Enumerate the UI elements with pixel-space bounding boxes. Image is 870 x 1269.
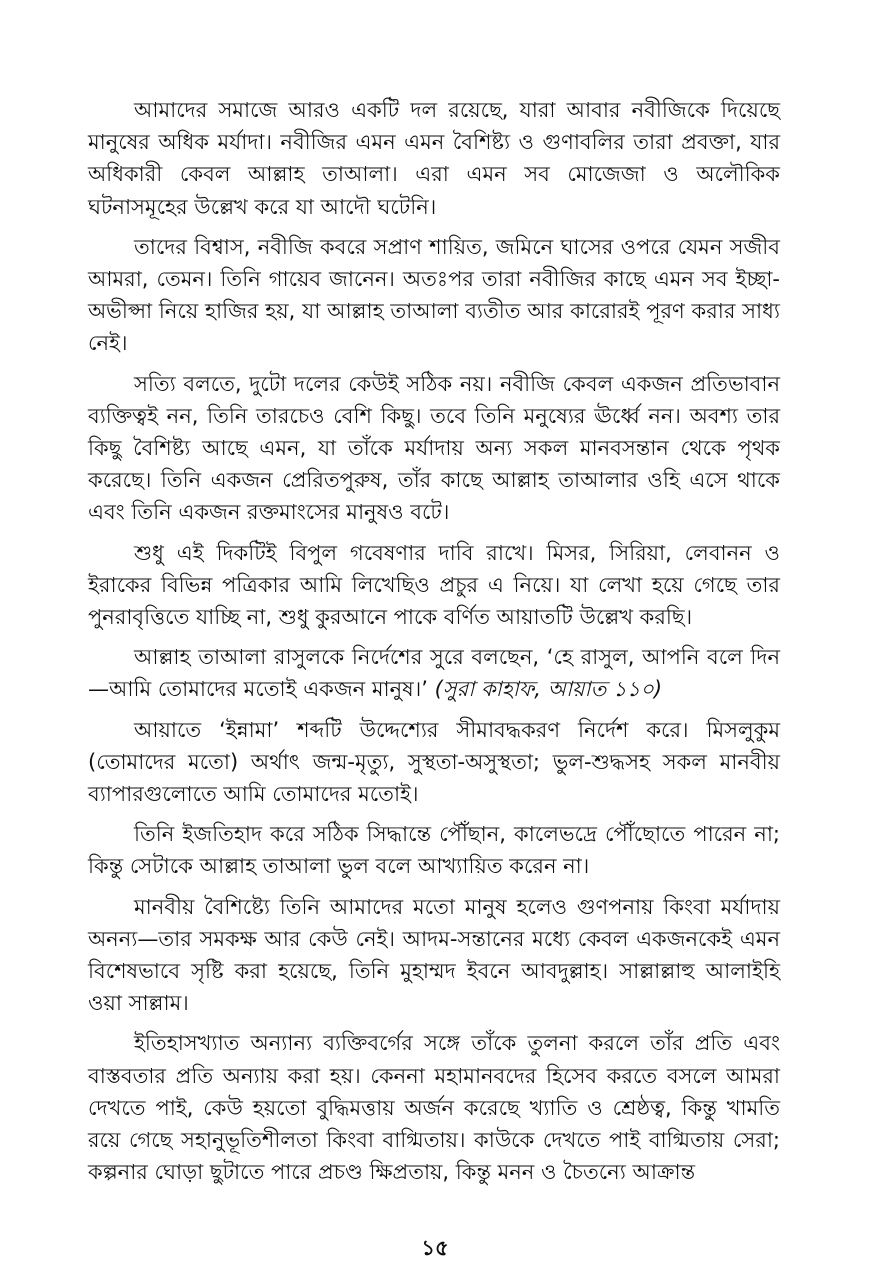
paragraph-5: আল্লাহ তাআলা রাসুলকে নির্দেশের সুরে বলছেন, ‘হে রাসুল, আপনি বলে দিন—আমি তোমাদের মতোই একজন মানুষ।’ (সুরা কাহাফ, আয়াত ১১০) <box>88 645 780 702</box>
quran-citation: (সুরা কাহাফ, আয়াত ১১০) <box>434 677 663 702</box>
page-body <box>88 94 780 1197</box>
paragraph-4: শুধু এই দিকটিই বিপুল গবেষণার দাবি রাখে। মিসর, সিরিয়া, লেবানন ও ইরাকের বিভিন্ন পত্রিকার আমি লিখেছিও প্রচুর এ নিয়ে। যা লেখা হয়ে গেছে তার পুনরাবৃত্তিতে যাচ্ছি না, শুধু কুরআনে পাকে বর্ণিত আয়াতটি উল্লেখ করছি। <box>88 540 780 630</box>
paragraph-8: মানবীয় বৈশিষ্ট্যে তিনি আমাদের মতো মানুষ হলেও গুণপনায় কিংবা মর্যাদায় অনন্য—তার সমকক্ষ আর কেউ নেই। আদম-সন্তানের মধ্যে কেবল একজনকেই এমন বিশেষভাবে সৃষ্টি করা হয়েছে, তিনি মুহাম্মদ ইবনে আবদুল্লাহ। সাল্লাল্লাহু আলাইহি ওয়া সাল্লাম। <box>88 894 780 1016</box>
paragraph-6: আয়াতে ‘ইন্নামা’ শব্দটি উদ্দেশ্যের সীমাবদ্ধকরণ নির্দেশ করে। মিসলুকুম (তোমাদের মতো) অর্থাৎ জন্ম-মৃত্যু, সুস্থতা-অসুস্থতা; ভুল-শুদ্ধসহ সকল মানবীয় ব্যাপারগুলোতে আমি তোমাদের মতোই। <box>88 717 780 807</box>
paragraph-3: সত্যি বলতে, দুটো দলের কেউই সঠিক নয়। নবীজি কেবল একজন প্রতিভাবান ব্যক্তিত্বই নন, তিনি তারচেও বেশি কিছু। তবে তিনি মনুষ্যের ঊর্ধ্বে নন। অবশ্য তার কিছু বৈশিষ্ট্য আছে এমন, যা তাঁকে মর্যাদায় অন্য সকল মানবসন্তান থেকে পৃথক করেছে। তিনি একজন প্রেরিতপুরুষ, তাঁর কাছে আল্লাহ তাআলার ওহি এসে থাকে এবং তিনি একজন রক্তমাংসের মানুষও বটে। <box>88 371 780 525</box>
page-number: ১৫ <box>421 1236 449 1260</box>
paragraph-2: তাদের বিশ্বাস, নবীজি কবরে সপ্রাণ শায়িত, জমিনে ঘাসের ওপরে যেমন সজীব আমরা, তেমন। তিনি গায়েব জানেন। অতঃপর তারা নবীজির কাছে এমন সব ইচ্ছা-অভীপ্সা নিয়ে হাজির হয়, যা আল্লাহ তাআলা ব্যতীত আর কারোরই পূরণ করার সাধ্য নেই। <box>88 234 780 356</box>
paragraph-7: তিনি ইজতিহাদ করে সঠিক সিদ্ধান্তে পৌঁছান, কালেভদ্রে পৌঁছোতে পারেন না; কিন্তু সেটাকে আল্লাহ তাআলা ভুল বলে আখ্যায়িত করেন না। <box>88 822 780 879</box>
paragraph-9: ইতিহাসখ্যাত অন্যান্য ব্যক্তিবর্গের সঙ্গে তাঁকে তুলনা করলে তাঁর প্রতি এবং বাস্তবতার প্রতি অন্যায় করা হয়। কেননা মহামানবদের হিসেব করতে বসলে আমরা দেখতে পাই, কেউ হয়তো বুদ্ধিমত্তায় অর্জন করেছে খ্যাতি ও শ্রেষ্ঠত্ব, কিন্তু খামতি রয়ে গেছে সহানুভূতিশীলতা কিংবা বাগ্মিতায়। কাউকে দেখতে পাই বাগ্মিতায় সেরা; কল্পনার ঘোড়া ছুটাতে পারে প্রচণ্ড ক্ষিপ্রতায়, কিন্তু মনন ও চৈতন্যে আক্রান্ত <box>88 1031 780 1185</box>
paragraph-1: আমাদের সমাজে আরও একটি দল রয়েছে, যারা আবার নবীজিকে দিয়েছে মানুষের অধিক মর্যাদা। নবীজির এমন এমন বৈশিষ্ট্য ও গুণাবলির তারা প্রবক্তা, যার অধিকারী কেবল আল্লাহ তাআলা। এরা এমন সব মোজেজা ও অলৌকিক ঘটনাসমূহের উল্লেখ করে যা আদৌ ঘটেনি। <box>88 98 780 219</box>
